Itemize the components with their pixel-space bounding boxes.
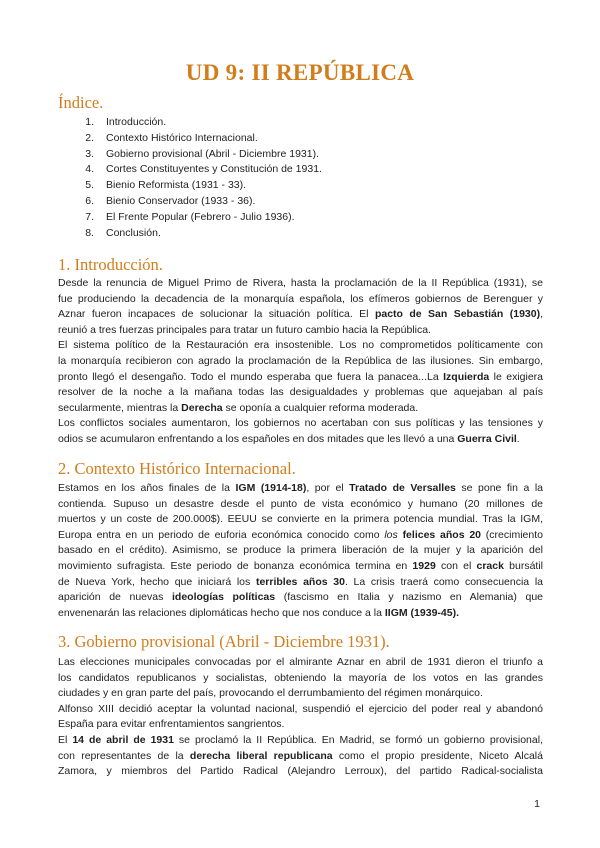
index-item[interactable]: 6. Bienio Conservador (1933 - 36). (85, 194, 256, 207)
section-1-heading: 1. Introducción. (58, 255, 163, 274)
index-item[interactable]: 4. Cortes Constituyentes y Constitución de 1931. (85, 163, 322, 176)
document-title: UD 9: II REPÚBLICA (185, 60, 415, 85)
section-2-body: Estamos en los años finales de la IGM (1914-18), por el Tratado de Versalles se pone fin a la contienda. Supuso un desastre desde el punto de vista económico y humano (20 millones de muertos y un coste de 200.000$). EEUU se convierte en la primera potencia mundial. Tras la IGM, Europa entra en un periodo de euforia económica conocido como los felices años 20 (crecimiento basado en el crédito). Asimismo, se produce la primera liberación de la mujer y la aparición del movimiento sufragista. Este periodo de bonanza económica termina en 1929 con el crack bursátil de Nueva York, hecho que iniciará los terribles años 30. La crisis traerá como consecuencia la aparición de nuevas ideologías políticas (fascismo en Italia y nazismo en Alemania) que envenenarán las relaciones diplomáticas hecho que nos conduce a la IIGM (1939-45). (58, 482, 544, 619)
index-item[interactable]: 3. Gobierno provisional (Abril - Diciembre 1931). (85, 147, 320, 160)
index-list (70, 115, 322, 241)
section-2-heading: 2. Contexto Histórico Internacional. (58, 459, 296, 478)
section-1-body: Desde la renuncia de Miguel Primo de Rivera, hasta la proclamación de la II República (1931), se fue produciendo la decadencia de la monarquía española, los efímeros gobiernos de Berenguer y Aznar fueron incapaces de solucionar la situación política. El pacto de San Sebastián (1930), reunió a tres fuerzas principales para tratar un futuro cambio hacia la República. El sistema político de la Restauración era insostenible. Los no comprometidos políticamente con la monarquía recibieron con agrado la proclamación de la República de las ilusiones. Sin embargo, pronto llegó el desengaño. Todo el mundo esperaba que fuera la panacea...La Izquierda le exigiera resolver de la noche a la mañana todas las desigualdades y problemas que aquejaban al país secularmente, mientras la Derecha se oponía a cualquier reforma moderada. Los conflictos sociales aumentaron, los gobiernos no acertaban con sus políticas y las tensiones y odios se acumularon enfrentando a los españoles en dos mitades que les llevó a una Guerra Civil. (58, 277, 544, 445)
index-item[interactable]: 2. Contexto Histórico Internacional. (85, 131, 258, 144)
index-heading: Índice. (58, 93, 104, 112)
page-number: 1 (534, 798, 540, 810)
index-item[interactable]: 1. Introducción. (85, 116, 167, 128)
index-item[interactable]: 5. Bienio Reformista (1931 - 33). (85, 179, 247, 192)
index-item[interactable]: 8. Conclusión. (85, 226, 161, 239)
section-3-heading: 3. Gobierno provisional (Abril - Diciembre 1931). (58, 632, 390, 651)
index-item[interactable]: 7. El Frente Popular (Febrero - Julio 1936). (85, 210, 295, 223)
section-3-body: Las elecciones municipales convocadas por el almirante Aznar en abril de 1931 dieron el triunfo a los candidatos republicanos y socialistas, obteniendo la mayoría de los votos en las grandes ciudades y en gran parte del país, provocando el derrumbamiento del régimen monárquico. Alfonso XIII decidió aceptar la voluntad nacional, suspendió el ejercicio del poder real y abandonó España para evitar enfrentamientos sangrientos. El 14 de abril de 1931 se proclamó la II República. En Madrid, se formó un gobierno provisional, con representantes de la derecha liberal republicana como el propio presidente, Niceto Alcalá Zamora, y miembros del Partido Radical (Alejandro Lerroux), del partido Radical-socialista (58, 656, 543, 778)
